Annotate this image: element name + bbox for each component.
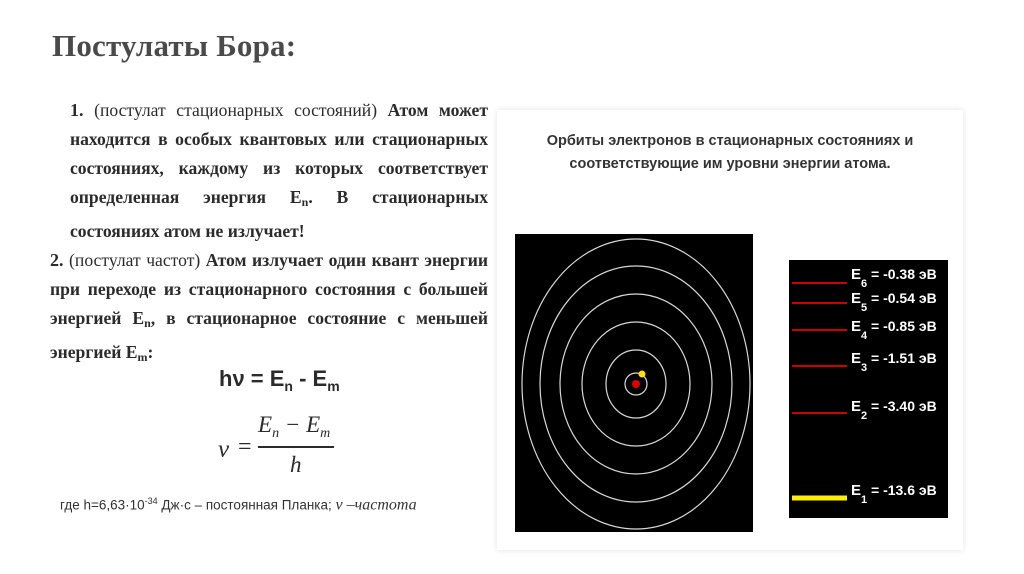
electron — [639, 371, 646, 378]
postulate-2-text-mid: , в стационарное состояние с меньшей энергией E — [50, 308, 489, 362]
level-label-6: $E_6$ — [851, 266, 868, 290]
level-value-5: = -0.54 эВ — [871, 290, 937, 306]
orbits-diagram — [515, 234, 753, 532]
level-label-4: $E_4$ — [851, 318, 868, 342]
orbits-panel — [497, 110, 963, 550]
frequency-formula — [219, 366, 340, 394]
caption-line-2: соответствующие им уровни энергии атома. — [569, 156, 891, 172]
level-value-2: = -3.40 эВ — [871, 398, 937, 414]
orbits-svg — [515, 234, 753, 532]
formula2-e1: E — [258, 412, 273, 437]
postulate-1-number: 1. — [70, 100, 84, 120]
formula2-sub-n: n — [272, 426, 280, 441]
formula2-eq: = — [238, 434, 252, 460]
formula2-minus: − E — [279, 412, 321, 437]
formula2-numerator — [258, 412, 330, 442]
formula2-sub-m: m — [320, 426, 331, 441]
postulate-2-sub-n: n — [144, 316, 151, 330]
slide-title: Постулаты Бора: — [52, 28, 297, 63]
postulate-2-number: 2. — [50, 250, 64, 270]
formula2-denominator: h — [290, 452, 302, 477]
level-label-2: $E_2$ — [851, 398, 868, 422]
formula1-sub-m: m — [327, 378, 340, 394]
postulate-2-name: (постулат частот) — [69, 250, 201, 270]
postulate-1-sub: n — [301, 195, 309, 209]
postulate-2-sub-m: m — [137, 350, 148, 364]
energy-levels — [789, 260, 948, 518]
postulate-2 — [50, 246, 488, 372]
level-label-3: $E_3$ — [851, 350, 868, 374]
level-label-5: $E_5$ — [851, 290, 868, 314]
nu-frequency-text: ν –частота — [335, 496, 417, 514]
nucleus — [632, 380, 640, 388]
postulates-text — [50, 96, 488, 372]
panel-caption — [497, 130, 963, 176]
level-value-3: = -1.51 эВ — [871, 350, 937, 366]
postulate-1-text-end: . В стационарных состояниях атом не излучает! — [70, 187, 488, 241]
fraction-bar — [258, 446, 334, 448]
level-value-1: = -13.6 эВ — [871, 482, 937, 498]
level-value-6: = -0.38 эВ — [871, 266, 937, 282]
formula1-lhs: hν = E — [219, 366, 285, 391]
postulate-1-text: Атом может находится в особых квантовых или стационарных состояниях, каждому из которых соответствует определенная энергия E — [70, 100, 489, 207]
formula2-nu: ν — [218, 436, 230, 463]
planck-exponent: -34 — [144, 496, 158, 506]
postulate-1-name: (постулат стационарных состояний) — [94, 100, 378, 120]
level-label-1: $E_1$ — [851, 482, 868, 506]
planck-pre: где h=6,63·10 — [60, 497, 145, 513]
planck-post: Дж·с – постоянная Планка; — [157, 497, 336, 513]
postulate-2-text-end: : — [147, 342, 154, 362]
level-value-4: = -0.85 эВ — [871, 318, 937, 334]
postulate-1 — [50, 96, 488, 246]
formula1-mid: - E — [292, 366, 328, 391]
formula1-sub-n: n — [284, 378, 293, 394]
planck-note — [60, 496, 417, 515]
caption-line-1: Орбиты электронов в стационарных состояниях и — [546, 133, 914, 149]
postulate-2-text: Атом излучает один квант энергии при переходе из стационарного состояния с большей энергией E — [50, 250, 488, 328]
